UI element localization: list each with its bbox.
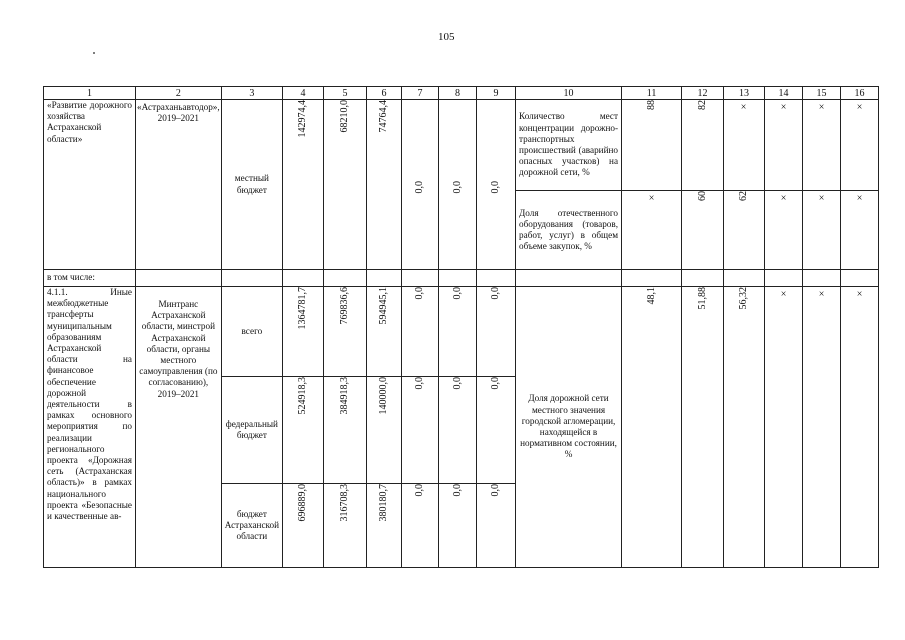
measure-name: 4.1.1. Иные межбюджетные трансферты муниципальным образованиям Астраханской области на финансовое обеспечение дорожной деятельности в рамках основного мероприятия по реализации регионального проекта «Дорожная сеть (Астраханская область)» в рамках национального проекта «Безопасные и качественные ав- (44, 287, 136, 568)
measure-c8: 0,0 (451, 287, 463, 300)
measure-indicator-c13: 56,32 (738, 287, 750, 310)
program-c5: 68210,0 (339, 100, 351, 133)
header-cell: 14 (765, 87, 803, 100)
program-name: «Развитие дорожного хозяйства Астраханской области» (44, 100, 136, 270)
program-c7: 0,0 (414, 181, 426, 194)
page-number: 105 (438, 31, 455, 43)
measure-c7: 0,0 (414, 287, 426, 300)
indicator-c14: × (777, 191, 789, 202)
measure-c4: 524918,3 (297, 377, 309, 415)
indicator-name: Доля отечественного оборудования (товаров, работ, услуг) в общем объеме закупок, % (516, 191, 622, 270)
measure-c8: 0,0 (451, 377, 463, 390)
measure-c9: 0,0 (490, 377, 502, 390)
header-cell: 7 (402, 87, 439, 100)
indicator-c16: × (853, 191, 865, 202)
measure-indicator-c12: 51,88 (696, 287, 708, 310)
header-cell: 8 (439, 87, 477, 100)
header-cell: 2 (136, 87, 222, 100)
program-row-1 (44, 100, 879, 191)
header-cell: 13 (724, 87, 765, 100)
measure-c4: 1364781,7 (297, 287, 309, 330)
indicator-c14: × (777, 100, 789, 111)
scan-speck (93, 52, 95, 54)
header-cell: 4 (283, 87, 324, 100)
header-cell: 5 (324, 87, 367, 100)
header-cell: 15 (803, 87, 841, 100)
header-row (44, 87, 879, 100)
program-c9: 0,0 (490, 181, 502, 194)
header-cell: 6 (367, 87, 402, 100)
measure-indicator-c15: × (815, 287, 827, 298)
measure-source: всего (221, 287, 282, 377)
header-cell: 11 (622, 87, 682, 100)
measure-indicator-c14: × (777, 287, 789, 298)
program-source: местный бюджет (221, 100, 282, 270)
measure-c6: 594945,1 (378, 287, 390, 325)
program-c6: 74764,4 (378, 100, 390, 133)
indicator-c11: 88 (645, 100, 657, 110)
indicator-c11: × (645, 191, 657, 202)
measure-c6: 380180,7 (378, 484, 390, 522)
header-cell: 10 (516, 87, 622, 100)
program-table (43, 86, 879, 568)
header-cell: 9 (477, 87, 516, 100)
program-executor: «Астраханьавтодор», 2019–2021 (136, 100, 222, 270)
indicator-c13: 62 (738, 191, 750, 201)
measure-c9: 0,0 (490, 287, 502, 300)
indicator-c13: × (738, 100, 750, 111)
measure-source: бюджет Астраханской области (221, 484, 282, 568)
indicator-name: Количество мест концентрации дорожно-транспортных происшествий (аварийно опасных участков) на дорожной сети, % (516, 100, 622, 191)
measure-indicator-c16: × (853, 287, 865, 298)
measure-c6: 140000,0 (378, 377, 390, 415)
measure-indicator-name: Доля дорожной сети местного значения городской агломерации, находящейся в нормативном состоянии, % (516, 287, 622, 568)
including-row (44, 270, 879, 287)
indicator-c15: × (815, 191, 827, 202)
measure-source: федеральный бюджет (221, 377, 282, 484)
program-c8: 0,0 (451, 181, 463, 194)
measure-c4: 696889,0 (297, 484, 309, 522)
measure-indicator-c11: 48,1 (645, 287, 657, 305)
measure-c5: 316708,3 (339, 484, 351, 522)
indicator-c12: 82 (696, 100, 708, 110)
measure-c8: 0,0 (451, 484, 463, 497)
header-cell: 16 (841, 87, 879, 100)
header-cell: 12 (682, 87, 724, 100)
measure-c5: 769836,6 (339, 287, 351, 325)
measure-c7: 0,0 (414, 377, 426, 390)
measure-c7: 0,0 (414, 484, 426, 497)
measure-c5: 384918,3 (339, 377, 351, 415)
measure-row-1 (44, 287, 879, 377)
indicator-c12: 60 (696, 191, 708, 201)
measure-executor: Минтранс Астраханской области, минстрой Астраханской области, органы местного самоуправления (по согласованию), 2019–2021 (136, 287, 222, 568)
indicator-c16: × (853, 100, 865, 111)
program-c4: 142974,4 (297, 100, 309, 138)
measure-c9: 0,0 (490, 484, 502, 497)
header-cell: 1 (44, 87, 136, 100)
including-label: в том числе: (44, 270, 136, 287)
indicator-c15: × (815, 100, 827, 111)
header-cell: 3 (221, 87, 282, 100)
